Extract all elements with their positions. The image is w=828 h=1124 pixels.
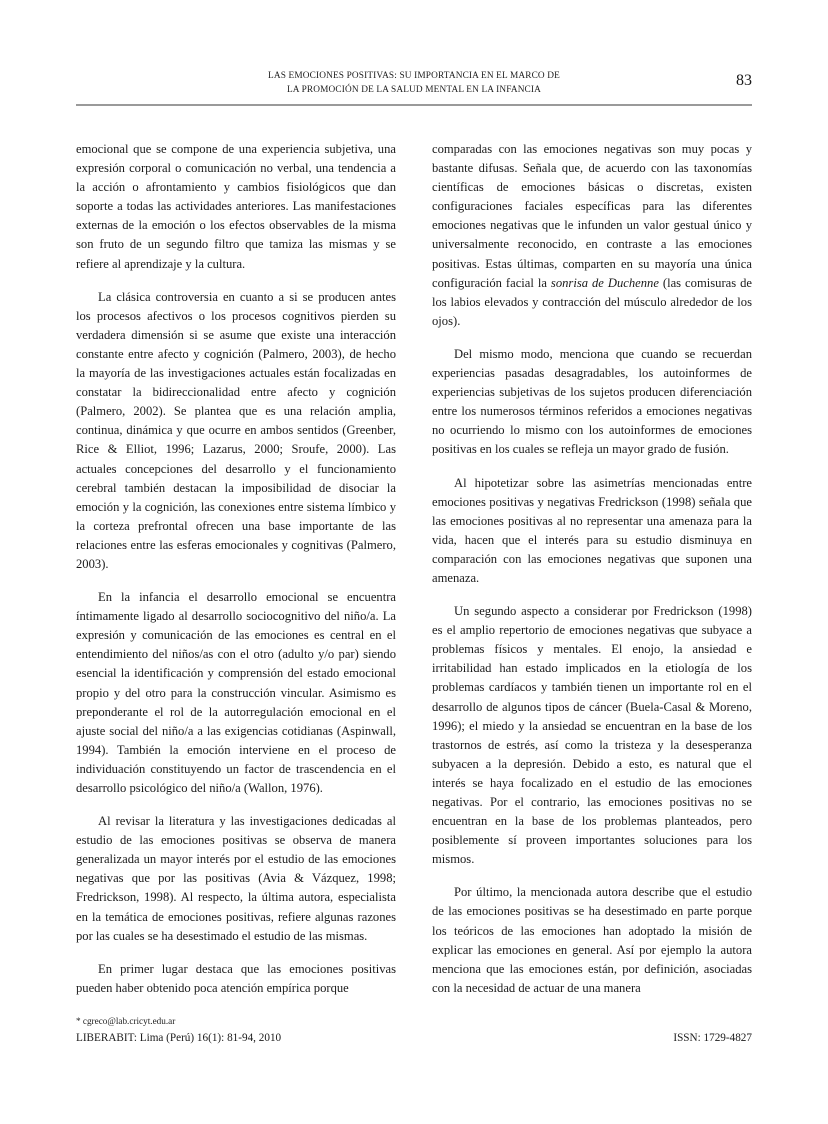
paragraph-text-part: comparadas con las emociones negativas son muy pocas y bastante difusas. Señala que, de acuerdo con las taxonomías científicas de emociones básicas o discretas, existen configuraciones faciales específicas para las diferentes emociones negativas que le infunden un valor gestual único y universalmente reconocido, en contraste a las emociones positivas. Estas últimas, comparten en su mayoría una única configuración facial la xyxy=(432,142,752,290)
paragraph: La clásica controversia en cuanto a si se producen antes los procesos afectivos o los procesos cognitivos pierden su verdadera dimensión si se asume que existe una interacción constante entre afecto y cognición (Palmero, 2003), de hecho la mayoría de las investigaciones actuales están focalizadas en constatar la bidireccionalidad entre afecto y cognición (Palmero, 2002). Se plantea que es una relación amplia, continua, dinámica y que ocurre en ambos sentidos (Greenber, Rice & Elliot, 1996; Lazarus, 2000; Sroufe, 2000). Las actuales concepciones del desarrollo y el funcionamiento cerebral también destacan la imposibilidad de disociar la emoción y la cognición, las conexiones entre sistema límbico y la corteza prefrontal ofrecen una base importante de las relaciones entre las esferas emocionales y cognitivas (Palmero, 2003). xyxy=(76,289,396,571)
paragraph-text-part: (las comisuras de los labios elevados y contracción del músculo alrededor de los ojos). xyxy=(432,275,752,328)
running-head-title xyxy=(124,70,704,97)
running-head-line-2: LA PROMOCIÓN DE LA SALUD MENTAL EN LA INFANCIA xyxy=(286,84,542,95)
running-head xyxy=(76,70,752,106)
italic-term-sonrisa-de-duchenne: sonrisa de Duchenne xyxy=(550,275,659,290)
paragraph: emocional que se compone de una experiencia subjetiva, una expresión corporal o comunicación no verbal, una tendencia a la acción o afrontamiento y cambios fisiológicos que dan soporte a todas las actividades anteriores. Las manifestaciones externas de la emoción o los efectos observables de la misma son fruto de un segundo filtro que tamiza las mismas y se refiere al aprendizaje y la cultura. xyxy=(76,142,396,271)
paragraph: En primer lugar destaca que las emociones positivas pueden haber obtenido poca atención empírica porque xyxy=(76,961,396,995)
paragraph: Del mismo modo, menciona que cuando se recuerdan experiencias pasadas desagradables, los autoinformes de experiencias subjetivas de los sujetos producen diferenciación entre los numerosos términos referidos a emociones negativas no ocurriendo lo mismo con los autoinformes de emociones positivas en los cuales se refleja un mayor grado de fusión. xyxy=(432,346,752,457)
paragraph: Un segundo aspecto a considerar por Fredrickson (1998) es el amplio repertorio de emociones negativas que subyace a problemas físicos y mentales. El enojo, la ansiedad e irritabilidad han estado implicados en la etiología de los problemas cardíacos y también tienen un importante rol en el desarrollo de algunos tipos de cáncer (Buela-Casal & Moreno, 1996); el miedo y la ansiedad se encuentran en la base de los trastornos de estrés, así como la tristeza y la desesperanza subyacen a la depresión. Debido a esto, es natural que el interés se haya focalizado en el estudio de las emociones negativas. Por el contrario, las emociones positivas no se encuentran en la base de los problemas planteados, pero posiblemente sí proveen importantes soluciones para los mismos. xyxy=(432,604,752,867)
paragraph: Por último, la mencionada autora describe que el estudio de las emociones positivas se ha desestimado en parte porque los teóricos de las emociones han adoptado la misión de explicar las emociones en general. Así por ejemplo la autora menciona que las emociones están, por definición, asociadas con la necesidad de actuar de una manera xyxy=(432,885,752,995)
page-number: 83 xyxy=(736,72,752,89)
paragraph: Al hipotetizar sobre las asimetrías mencionadas entre emociones positivas y negativas Fredrickson (1998) señala que las emociones positivas al no representar una amenaza para la vida, hacen que el interés para su estudio disminuya en comparación con las emociones negativas que suponen una amenaza. xyxy=(432,475,752,585)
page-footer xyxy=(76,1014,752,1046)
paragraph: Al revisar la literatura y las investigaciones dedicadas al estudio de las emociones positivas se observa de manera generalizada un mayor interés por el estudio de las emociones negativas que por las positivas (Avia & Vázquez, 1998; Fredrickson, 1998). Al respecto, la última autora, especialista en la temática de emociones positivas, refiere algunas razones por las cuales se ha desestimado el estudio de las mismas. xyxy=(76,814,396,943)
body-columns xyxy=(76,140,752,1012)
journal-citation: LIBERABIT: Lima (Perú) 16(1): 81-94, 2010 xyxy=(76,1032,282,1044)
footnote-email: * cgreco@lab.cricyt.edu.ar xyxy=(76,1016,176,1026)
right-column xyxy=(432,140,752,1012)
paragraph xyxy=(432,140,752,331)
footer-row xyxy=(76,1031,752,1046)
left-column xyxy=(76,140,396,1012)
running-head-line-1: LAS EMOCIONES POSITIVAS: SU IMPORTANCIA EN EL MARCO DE xyxy=(268,71,560,81)
issn-label: ISSN: 1729-4827 xyxy=(673,1032,752,1044)
header-divider xyxy=(76,104,752,106)
paragraph: En la infancia el desarrollo emocional se encuentra íntimamente ligado al desarrollo sociocognitivo del niño/a. La expresión y comunicación de las emociones es central en el entendimiento del niños/as con el otro (adulto y/o par) siendo esencial la identificación y comprensión del estado emocional propio y del otro para la construcción vincular. Asimismo es preponderante el rol de la autorregulación emocional en el ajuste social del niño/a a las exigencias cotidianas (Aspinwall, 1994). También la emoción interviene en el proceso de individuación constituyendo un factor de trascendencia en el desarrollo psicológico del niño/a (Wallon, 1976). xyxy=(76,590,396,795)
